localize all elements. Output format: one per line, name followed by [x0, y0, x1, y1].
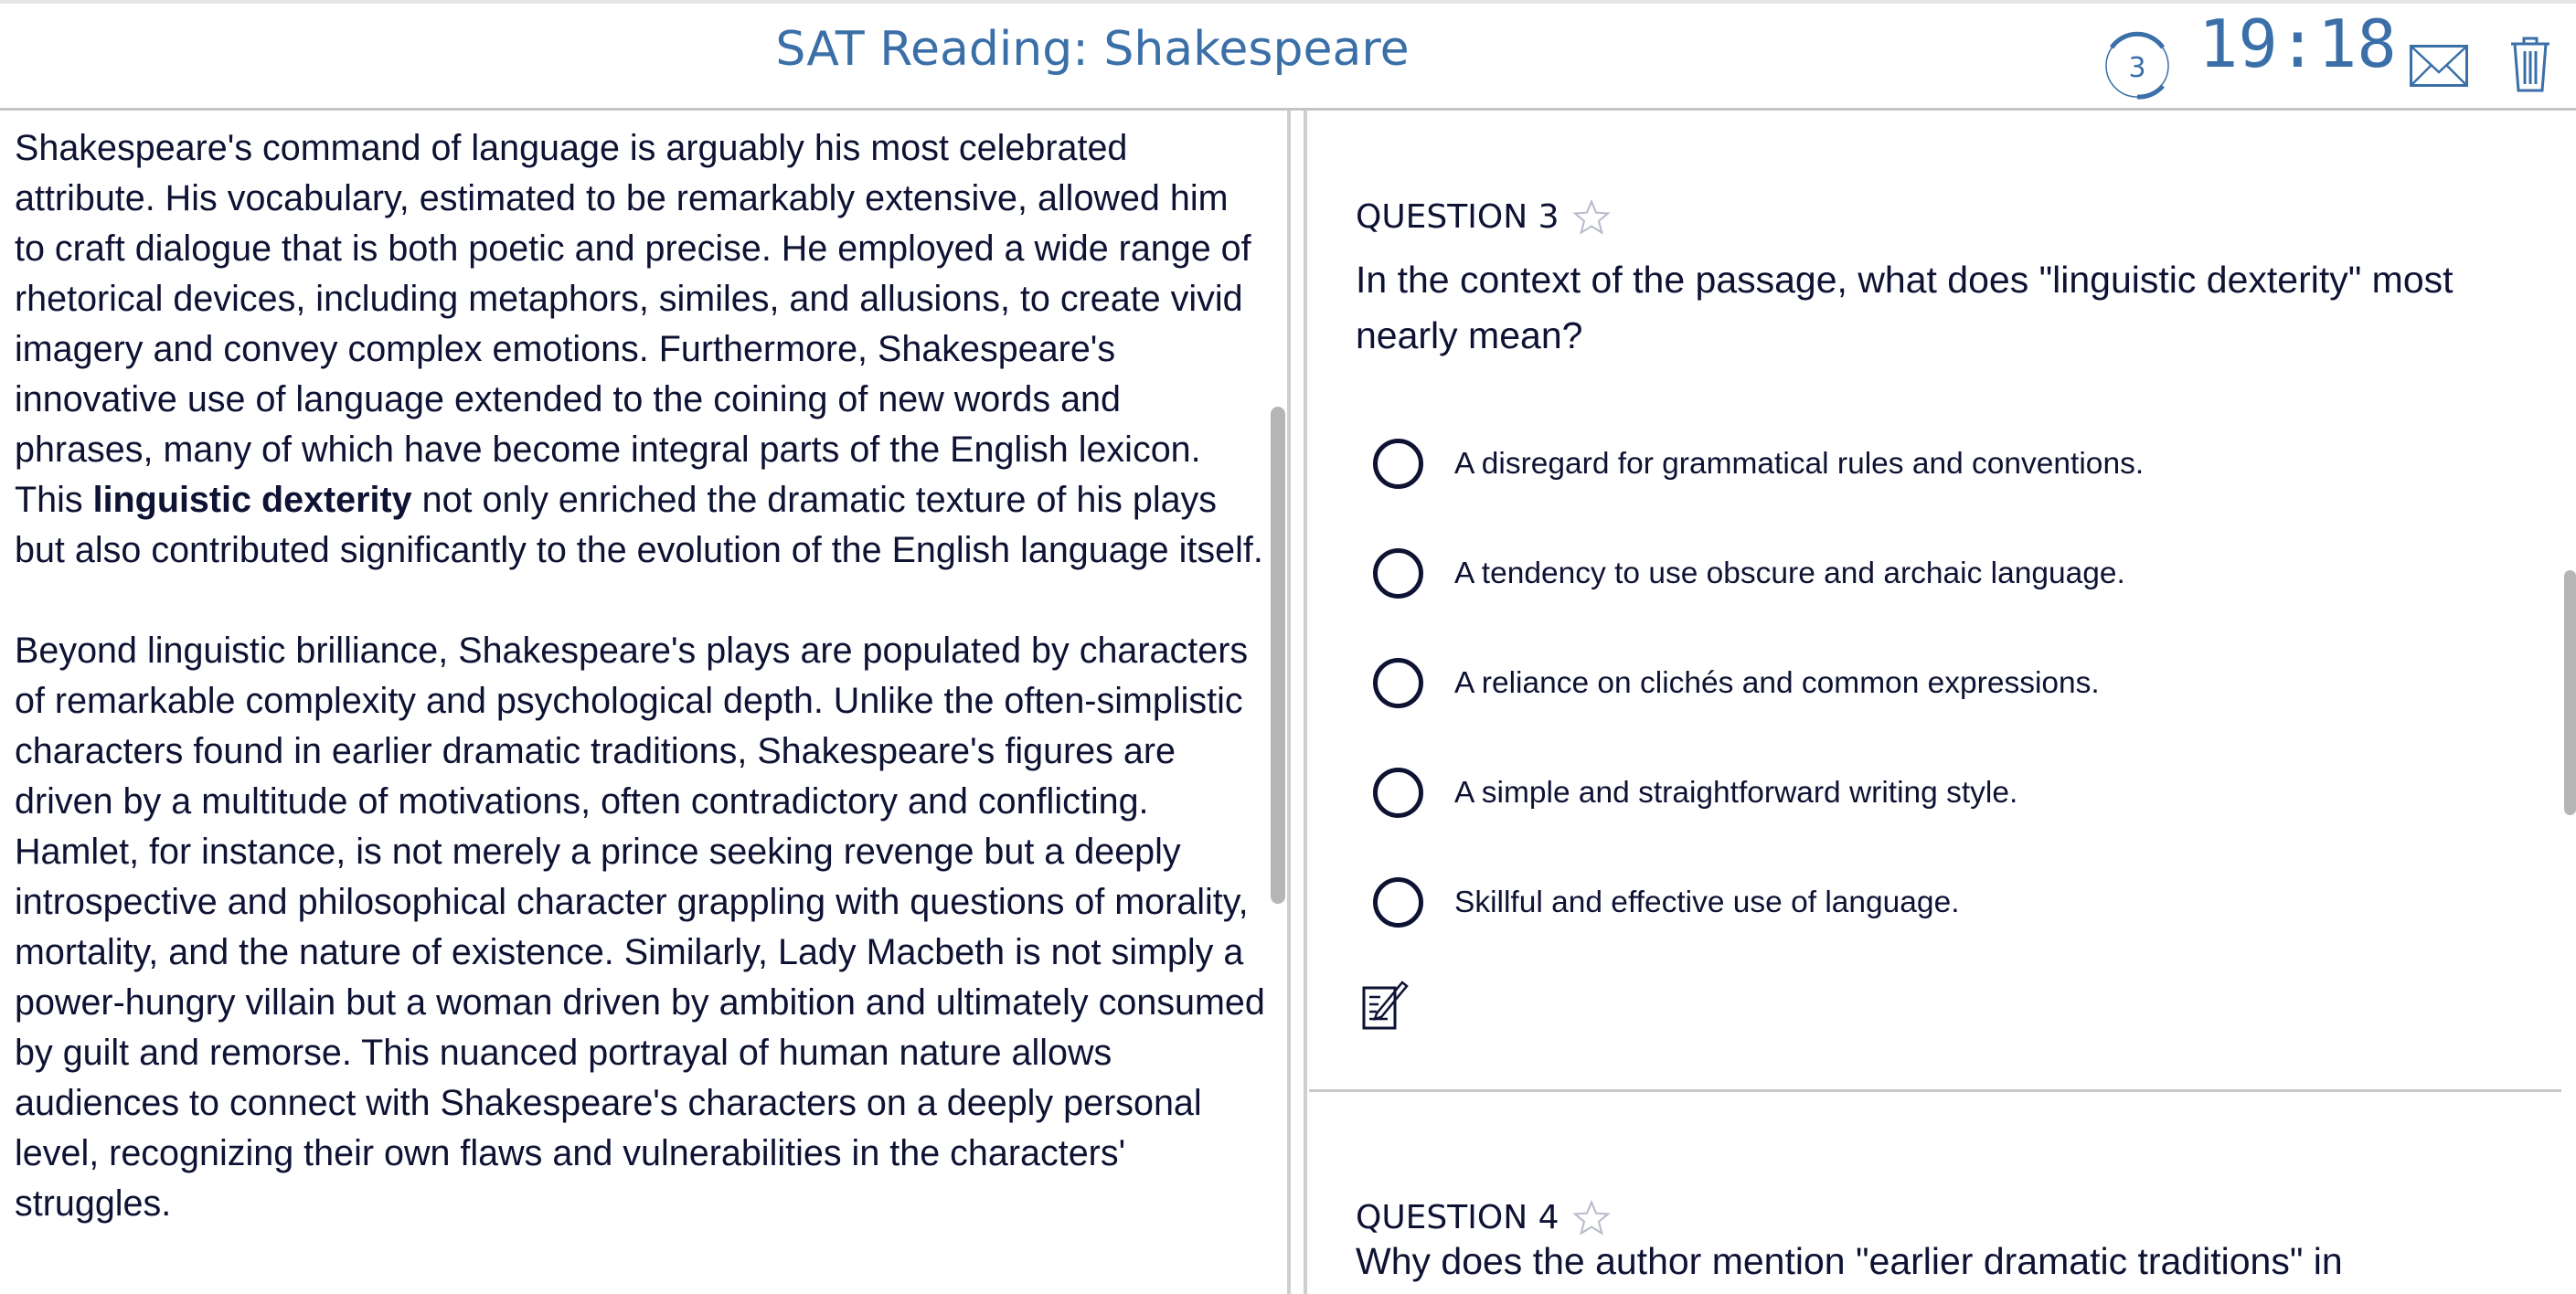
passage-scrollbar[interactable] [1271, 407, 1285, 904]
progress-ring-icon [2101, 29, 2174, 102]
passage-panel [0, 111, 1287, 1294]
questions-scrollbar[interactable] [2564, 570, 2576, 815]
passage-paragraph: Beyond linguistic brilliance, Shakespeare's plays are populated by characters of remarkable complexity and psychological depth. Unlike the often-simplistic characters found in earlier dramatic traditions, Shakespeare's figures are driven by a multitude of motivations, often contradictory and conflicting. Hamlet, for instance, is not merely a prince seeking revenge but a deeply introspective and philosophical character grappling with questions of morality, mortality, and the nature of existence. Similarly, Lady Macbeth is not simply a power-hungry villain but a woman driven by ambition and ultimately consumed by guilt and remorse. This nuanced portrayal of human nature allows audiences to connect with Shakespeare's characters on a deeply personal level, recognizing their own flaws and vulnerabilities in the characters' struggles. [15, 631, 1265, 1224]
question-number: 3 [2128, 52, 2146, 84]
passage-paragraph [15, 123, 1267, 576]
mail-icon[interactable] [2410, 45, 2468, 91]
note-edit-icon[interactable] [1362, 977, 1417, 1036]
question-label-text: QUESTION 4 [1356, 1199, 1559, 1236]
answer-option-d[interactable] [1373, 768, 2017, 818]
questions-panel [1307, 111, 2576, 1294]
radio-button[interactable] [1373, 768, 1423, 818]
option-label: A tendency to use obscure and archaic language. [1454, 556, 2125, 590]
question-label-text: QUESTION 3 [1356, 198, 1559, 236]
passage-text [15, 123, 1267, 1279]
timer: 19:18 [2198, 5, 2397, 82]
question-separator [1309, 1089, 2561, 1092]
radio-button[interactable] [1373, 877, 1423, 928]
question-counter[interactable] [2101, 29, 2174, 102]
trash-icon[interactable] [2509, 37, 2551, 98]
answer-option-e[interactable] [1373, 877, 1960, 928]
question-3-label [1356, 198, 1611, 236]
radio-button[interactable] [1373, 548, 1423, 599]
option-label: Skillful and effective use of language. [1454, 885, 1960, 919]
star-icon[interactable] [1572, 199, 1611, 236]
option-label: A disregard for grammatical rules and conventions. [1454, 446, 2145, 481]
panel-divider[interactable] [1287, 111, 1307, 1294]
passage-text-segment: not only enriched the dramatic texture of his plays but also contributed significantly to the evolution of the English language itself. [15, 480, 1263, 570]
question-3-text: In the context of the passage, what does "linguistic dexterity" most nearly mean? [1356, 259, 2454, 356]
highlighted-phrase: linguistic dexterity [92, 480, 412, 520]
question-4-text: Why does the author mention "earlier dramatic traditions" in [1356, 1240, 2343, 1282]
header [0, 0, 2576, 111]
radio-button[interactable] [1373, 439, 1423, 489]
answer-option-c[interactable] [1373, 658, 2100, 708]
option-label: A simple and straightforward writing style. [1454, 775, 2018, 810]
radio-button[interactable] [1373, 658, 1423, 708]
star-icon[interactable] [1572, 1200, 1611, 1236]
passage-text-segment: Shakespeare's command of language is arguably his most celebrated attribute. His vocabulary, estimated to be remarkably extensive, allowed him to craft dialogue that is both poetic and precise. He employed a wide range of rhetorical devices, including metaphors, similes, and allusions, to create vivid imagery and convey complex emotions. Furthermore, Shakespeare's innovative use of language extended to the coining of new words and phrases, many of which have become integral parts of the English lexicon. This [15, 128, 1251, 520]
question-4-label [1356, 1199, 1611, 1236]
option-label: A reliance on clichés and common expressions. [1454, 665, 2100, 700]
page-title: SAT Reading: Shakespeare [775, 22, 1410, 77]
answer-option-a[interactable] [1373, 439, 2144, 489]
answer-option-b[interactable] [1373, 548, 2125, 599]
